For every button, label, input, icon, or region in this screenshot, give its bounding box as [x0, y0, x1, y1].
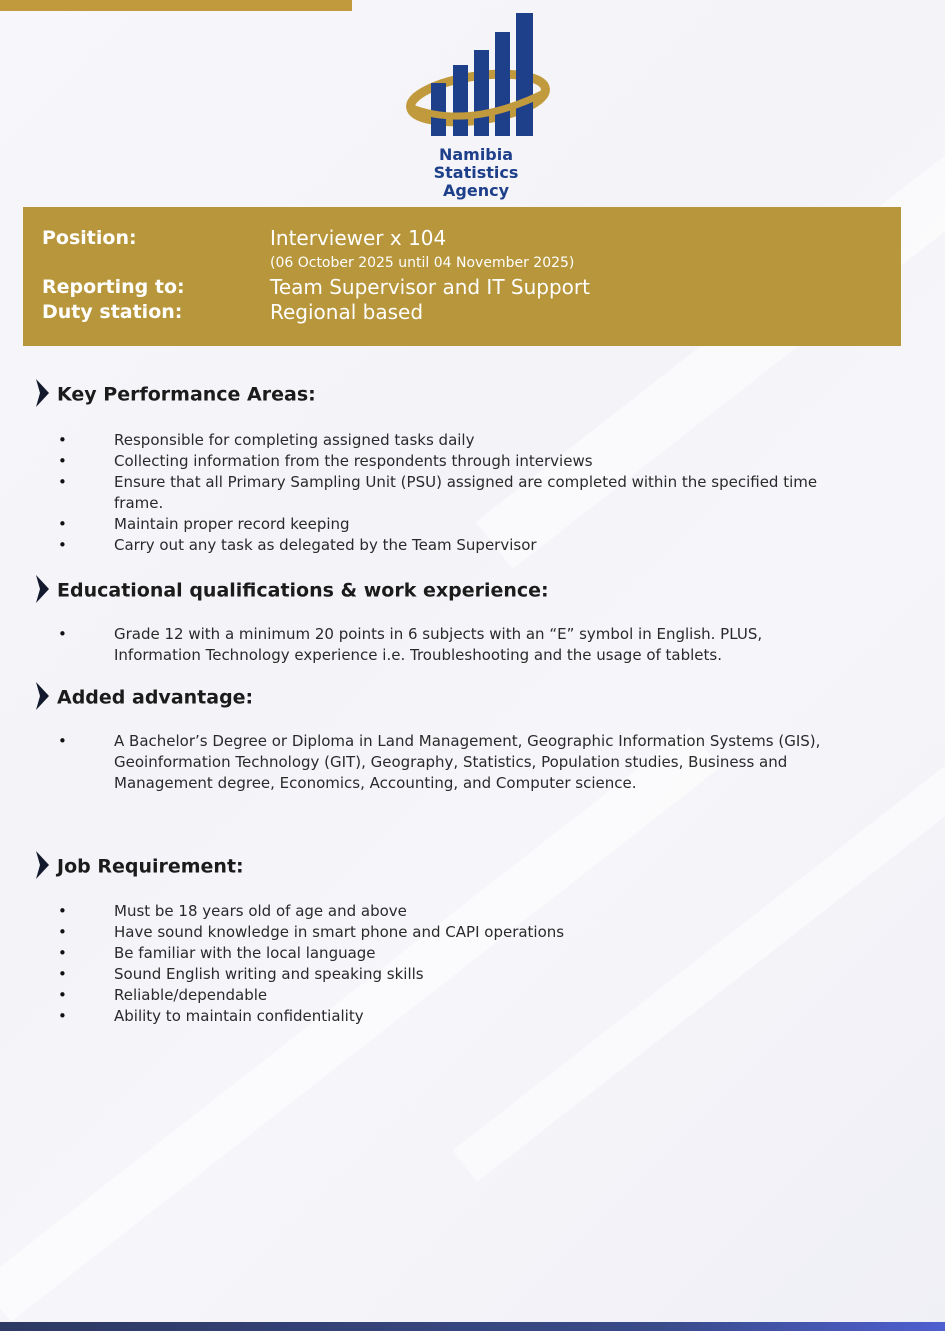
position-value: Interviewer x 104: [270, 226, 447, 250]
list-item: • Sound English writing and speaking skills: [0, 964, 854, 985]
chevron-right-icon: [35, 851, 49, 879]
bottom-accent-bar: [0, 1322, 945, 1331]
list-item: • Ensure that all Primary Sampling Unit (PSU) assigned are completed within the specified time frame.: [0, 472, 854, 514]
list-item: • Carry out any task as delegated by the Team Supervisor: [0, 535, 854, 556]
chevron-right-icon: [35, 379, 49, 407]
kpa-list: [0, 430, 854, 556]
agency-name-line2: Agency: [443, 181, 509, 200]
agency-name-line1: Namibia Statistics: [433, 145, 519, 182]
section-title-kpa: Key Performance Areas:: [57, 383, 316, 406]
top-accent-bar: [0, 0, 352, 11]
section-title-advantage: Added advantage:: [57, 686, 254, 709]
list-item: • A Bachelor’s Degree or Diploma in Land Management, Geographic Information Systems (GIS), Geoinformation Technology (GIT), Geography, Statistics, Population studies, Business and Management degree, Economics, Accounting, and Computer science.: [0, 731, 849, 794]
section-title-requirements: Job Requirement:: [57, 855, 244, 878]
education-list: [0, 624, 814, 666]
agency-logo: [400, 10, 550, 200]
advantage-list: [0, 731, 849, 794]
list-item: • Responsible for completing assigned tasks daily: [0, 430, 854, 451]
position-info-box: [23, 207, 901, 346]
reporting-value: Team Supervisor and IT Support: [270, 275, 590, 299]
chevron-right-icon: [35, 682, 49, 710]
chevron-right-icon: [35, 575, 49, 603]
list-item: • Collecting information from the respondents through interviews: [0, 451, 854, 472]
requirements-list: [0, 901, 854, 1027]
agency-name: [400, 146, 552, 200]
list-item: • Maintain proper record keeping: [0, 514, 854, 535]
duty-station-label: Duty station:: [42, 301, 183, 323]
section-title-education: Educational qualifications & work experience:: [57, 579, 549, 602]
list-item: • Ability to maintain confidentiality: [0, 1006, 854, 1027]
position-label: Position:: [42, 227, 137, 249]
list-item: • Have sound knowledge in smart phone and CAPI operations: [0, 922, 854, 943]
section-heading-advantage: [35, 684, 253, 712]
list-item: • Reliable/dependable: [0, 985, 854, 1006]
section-heading-kpa: [35, 381, 316, 409]
list-item: • Grade 12 with a minimum 20 points in 6 subjects with an “E” symbol in English. PLUS, Information Technology experience i.e. Troubleshooting and the usage of tablets.: [0, 624, 814, 666]
list-item: • Be familiar with the local language: [0, 943, 854, 964]
duty-station-value: Regional based: [270, 300, 424, 324]
section-heading-requirements: [35, 853, 244, 881]
reporting-label: Reporting to:: [42, 276, 185, 298]
list-item: • Must be 18 years old of age and above: [0, 901, 854, 922]
position-period: (06 October 2025 until 04 November 2025): [270, 255, 575, 271]
section-heading-education: [35, 577, 549, 605]
logo-bars-icon: [400, 10, 550, 145]
